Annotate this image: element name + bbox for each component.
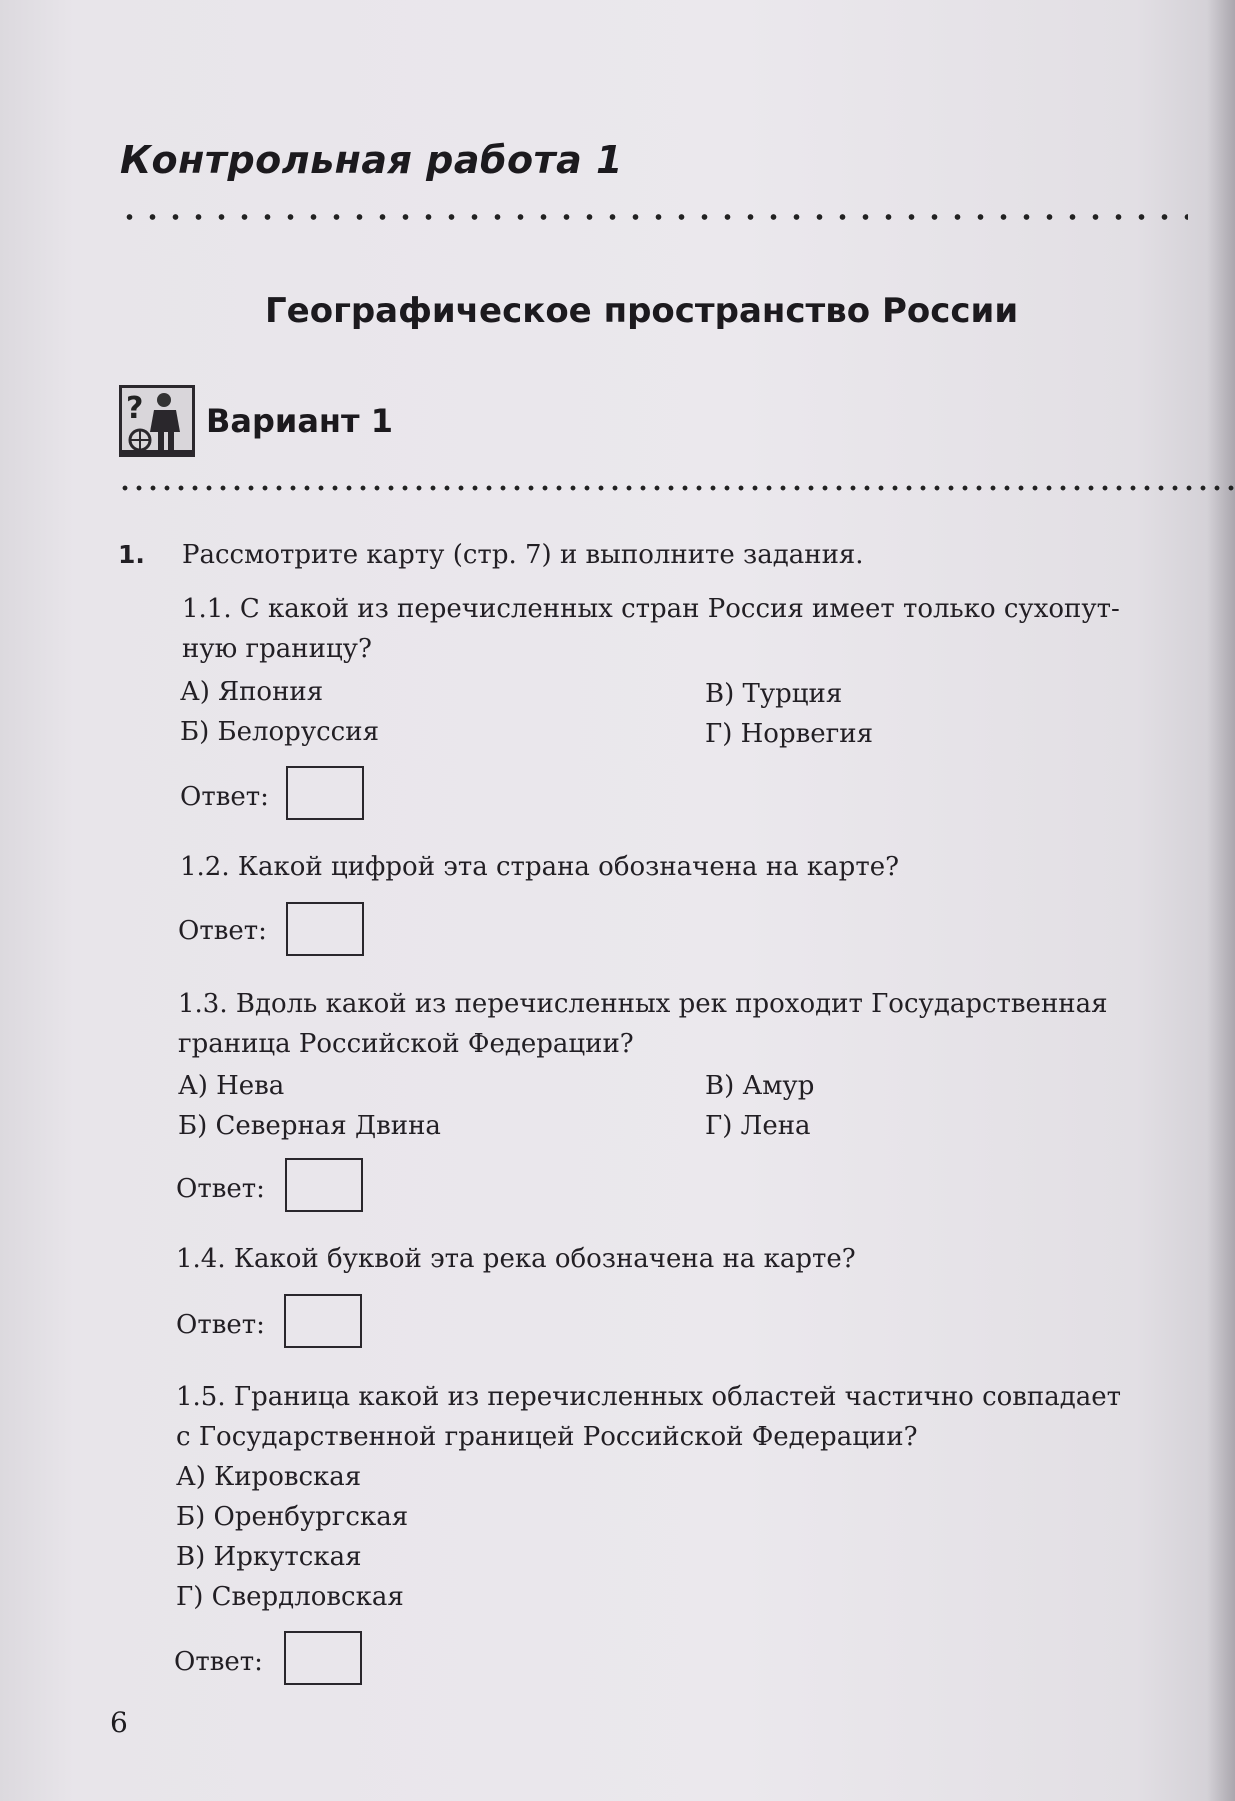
answer-box-1-5[interactable] <box>284 1631 362 1685</box>
option-g: Г) Лена <box>705 1111 811 1141</box>
question-1-1-line2: ную границу? <box>182 634 372 664</box>
answer-label: Ответ: <box>174 1647 263 1677</box>
option-g: Г) Свердловская <box>176 1582 404 1612</box>
option-b: Б) Северная Двина <box>178 1111 441 1141</box>
answer-box-1-1[interactable] <box>286 766 364 820</box>
topic-title: Географическое пространство России <box>265 291 1019 331</box>
option-a: А) Япония <box>180 677 324 707</box>
answer-box-1-2[interactable] <box>286 902 364 956</box>
question-1-5-line2: с Государственной границей Российской Федерации? <box>176 1422 918 1452</box>
question-figure-icon <box>118 384 196 458</box>
option-g: Г) Норвегия <box>705 719 873 749</box>
work-title: Контрольная работа 1 <box>120 138 623 182</box>
svg-text:?: ? <box>126 391 144 426</box>
question-1-2: 1.2. Какой цифрой эта страна обозначена на карте? <box>180 852 900 882</box>
answer-label: Ответ: <box>176 1310 265 1340</box>
option-v: В) Амур <box>705 1071 815 1101</box>
answer-box-1-3[interactable] <box>285 1158 363 1212</box>
page-number: 6 <box>110 1706 128 1739</box>
question-1-3-line1: 1.3. Вдоль какой из перечисленных рек проходит Государственная <box>178 989 1108 1019</box>
task-number: 1. <box>118 540 145 569</box>
option-a: А) Нева <box>178 1071 285 1101</box>
answer-label: Ответ: <box>176 1174 265 1204</box>
variant-title: Вариант 1 <box>206 402 393 440</box>
dotted-divider-variant <box>118 484 1235 492</box>
question-1-3-line2: граница Российской Федерации? <box>178 1029 634 1059</box>
answer-label: Ответ: <box>178 916 267 946</box>
option-v: В) Иркутская <box>176 1542 362 1572</box>
option-v: В) Турция <box>705 679 843 709</box>
answer-box-1-4[interactable] <box>284 1294 362 1348</box>
question-1-4: 1.4. Какой буквой эта река обозначена на карте? <box>176 1244 856 1274</box>
option-b: Б) Белоруссия <box>180 717 379 747</box>
question-1-1-line1: 1.1. С какой из перечисленных стран Россия имеет только сухопут- <box>182 594 1120 624</box>
task-instruction: Рассмотрите карту (стр. 7) и выполните задания. <box>182 540 864 570</box>
option-b: Б) Оренбургская <box>176 1502 409 1532</box>
dotted-divider-top <box>118 213 1188 221</box>
question-1-5-line1: 1.5. Граница какой из перечисленных областей частично совпадает <box>176 1382 1122 1412</box>
page-edge-shadow <box>1207 0 1235 1801</box>
answer-label: Ответ: <box>180 782 269 812</box>
option-a: А) Кировская <box>176 1462 362 1492</box>
